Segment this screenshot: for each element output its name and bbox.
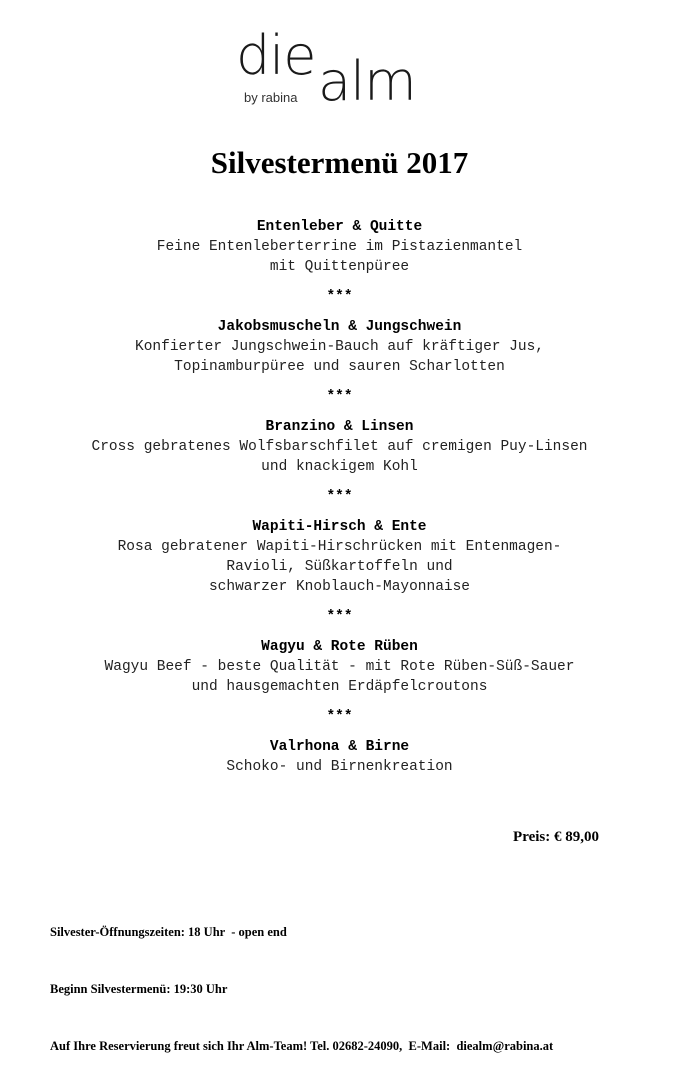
reservation-contact: Auf Ihre Reservierung freut sich Ihr Alm-Team! Tel. 02682-24090, E-Mail: diealm@rabina.at [50,1039,554,1053]
course-separator: *** [326,489,353,505]
logo-word-alm: alm [318,50,416,113]
course-description-line: mit Quittenpüree [269,259,410,275]
course-description-line: Wagyu Beef - beste Qualität - mit Rote Rüben-Süß-Sauer [104,659,575,675]
course-item [0,637,679,697]
course-description-line: und hausgemachten Erdäpfelcroutons [191,679,488,695]
course-description-line: Schoko- und Birnenkreation [226,759,453,775]
course-item [0,217,679,277]
course-separator: *** [326,609,353,625]
menu-courses [0,217,679,777]
course-name: Branzino & Linsen [265,419,414,435]
course-description-line: Ravioli, Süßkartoffeln und [226,559,453,575]
course-name: Wagyu & Rote Rüben [261,639,418,655]
menu-price: Preis: € 89,00 [513,829,599,845]
logo-word-die: die [236,24,316,87]
footer-info [50,885,553,1075]
course-description-line: schwarzer Knoblauch-Mayonnaise [208,579,471,595]
course-item [0,417,679,477]
course-name: Valrhona & Birne [269,739,410,755]
course-separator: *** [326,289,353,305]
menu-title: Silvestermenü 2017 [210,145,469,180]
course-item [0,517,679,597]
course-name: Jakobsmuscheln & Jungschwein [217,319,462,335]
course-description-line: Rosa gebratener Wapiti-Hirschrücken mit Entenmagen- [117,539,562,555]
logo-byline: by rabina [244,90,298,105]
course-description-line: und knackigem Kohl [261,459,418,475]
course-item [0,317,679,377]
menu-start-time: Beginn Silvestermenü: 19:30 Uhr [50,982,228,996]
course-description-line: Topinamburpüree und sauren Scharlotten [174,359,505,375]
brand-logo [236,24,436,113]
course-description-line: Konfierter Jungschwein-Bauch auf kräftiger Jus, [135,339,544,355]
course-description-line: Feine Entenleberterrine im Pistazienmantel [156,239,523,255]
course-name: Wapiti-Hirsch & Ente [252,519,427,535]
course-name: Entenleber & Quitte [256,219,423,235]
course-separator: *** [326,709,353,725]
course-description-line: Cross gebratenes Wolfsbarschfilet auf cremigen Puy-Linsen [91,439,588,455]
opening-hours: Silvester-Öffnungszeiten: 18 Uhr - open end [50,925,287,939]
course-item [0,737,679,777]
course-separator: *** [326,389,353,405]
